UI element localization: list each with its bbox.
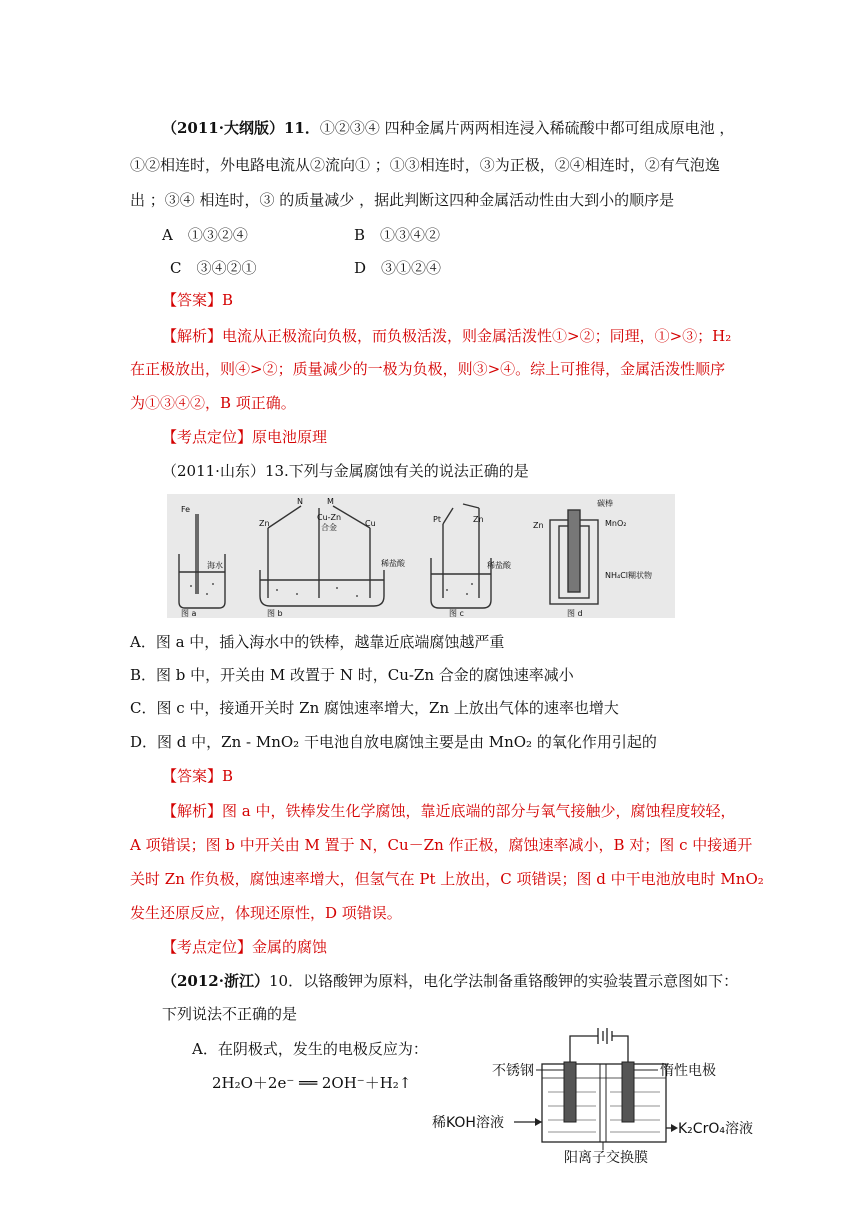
- q1-stem-1: ①②③④ 四种金属片两两相连浸入稀硫酸中都可组成原电池 ，: [319, 119, 735, 137]
- q3-stem-line2: 下列说法不正确的是: [162, 1005, 298, 1023]
- fig-c-caption: 图 c: [449, 609, 464, 618]
- fig-b-zn-label: Zn: [259, 519, 270, 528]
- q3-equation: 2H₂O＋2e⁻ ══ 2OH⁻＋H₂↑: [212, 1074, 412, 1092]
- q1-stem-line1: [162, 118, 734, 138]
- fig-b-cu-label: Cu: [365, 519, 376, 528]
- electrolysis-figure-drawing: [430, 1026, 770, 1164]
- q2-option-c: C．图 c 中，接通开关时 Zn 腐蚀速率增大，Zn 上放出气体的速率也增大: [130, 699, 619, 717]
- fig-b-caption: 图 b: [267, 609, 283, 618]
- fig-d-carbon-label: 碳棒: [597, 499, 613, 508]
- fig-b-hcl-label: 稀盐酸: [381, 559, 405, 568]
- q1-stem-line3: 出 ；③④ 相连时，③ 的质量减少 ，据此判断这四种金属活动性由大到小的顺序是: [130, 191, 675, 209]
- q2-option-b: B．图 b 中，开关由 M 改置于 N 时，Cu-Zn 合金的腐蚀速率减小: [130, 666, 574, 684]
- fig-a-caption: 图 a: [181, 609, 197, 618]
- q2-analysis-line2: A 项错误；图 b 中开关由 M 置于 N，Cu－Zn 作正极，腐蚀速率减小，B 对；图 c 中接通开: [130, 836, 753, 854]
- q1-option-d: D ③①②④: [354, 259, 442, 277]
- fig-d-zn-label: Zn: [533, 521, 544, 530]
- q2-stem: （2011·山东）13.下列与金属腐蚀有关的说法正确的是: [162, 462, 529, 480]
- fig-a-fe-label: Fe: [181, 505, 191, 514]
- q1-option-c: C ③④②①: [170, 259, 257, 277]
- q1-source: （2011·大纲版）11．: [162, 119, 320, 137]
- q1-stem-line2: ①②相连时，外电路电流从②流向① ；①③相连时，③为正极，②④相连时，②有气泡逸: [130, 156, 720, 174]
- electrolysis-figure: [430, 1026, 770, 1164]
- fig-d-mno2-label: MnO₂: [605, 519, 627, 528]
- q1-analysis-line3: 为①③④②，B 项正确。: [130, 394, 296, 412]
- fig-c-hcl-label: 稀盐酸: [487, 561, 511, 570]
- fig-a-seawater-label: 海水: [207, 561, 223, 570]
- q1-option-b: B ①③④②: [354, 226, 441, 244]
- q1-answer: 【答案】B: [162, 291, 234, 309]
- corrosion-figure-drawing: [167, 494, 675, 618]
- fig-d-caption: 图 d: [567, 609, 583, 618]
- fig-b-alloy-label: 合金: [321, 523, 337, 532]
- fig-b-cuzn-label: Cu-Zn: [317, 513, 342, 522]
- q3-source: （2012·浙江）: [162, 972, 269, 990]
- q3-option-a: A．在阴极式，发生的电极反应为：: [192, 1040, 428, 1058]
- q1-analysis-line2: 在正极放出，则④>②；质量减少的一极为负极，则③>④。综上可推得，金属活泼性顺序: [130, 360, 726, 378]
- q2-option-d: D．图 d 中，Zn - MnO₂ 干电池自放电腐蚀主要是由 MnO₂ 的氧化作用引起的: [130, 733, 657, 751]
- q2-analysis-line4: 发生还原反应，体现还原性，D 项错误。: [130, 904, 402, 922]
- koh-solution-label: 稀KOH溶液: [432, 1115, 504, 1131]
- corrosion-figure: [167, 494, 675, 618]
- fig-c-pt-label: Pt: [433, 515, 441, 524]
- fig-b-n-label: N: [297, 497, 303, 506]
- fig-b-m-label: M: [327, 497, 334, 506]
- inert-electrode-label: 惰性电极: [660, 1063, 716, 1079]
- fig-d-nh4cl-label: NH₄Cl糊状物: [605, 571, 653, 580]
- fig-c-zn-label: Zn: [473, 515, 484, 524]
- q2-knowledge-point: 【考点定位】金属的腐蚀: [162, 938, 328, 956]
- q2-option-a: A．图 a 中，插入海水中的铁棒，越靠近底端腐蚀越严重: [130, 633, 505, 651]
- q1-knowledge-point: 【考点定位】原电池原理: [162, 428, 328, 446]
- q3-stem: 10．以铬酸钾为原料，电化学法制备重铬酸钾的实验装置示意图如下：: [268, 972, 739, 990]
- cation-exchange-membrane-label: 阳离子交换膜: [564, 1150, 648, 1164]
- q1-option-a: A ①③②④: [162, 226, 248, 244]
- q2-answer: 【答案】B: [162, 767, 234, 785]
- q3-stem-line1: [162, 971, 738, 991]
- stainless-steel-label: 不锈钢: [492, 1063, 534, 1079]
- q2-analysis-line3: 关时 Zn 作负极，腐蚀速率增大，但氢气在 Pt 上放出，C 项错误；图 d 中干电池放电时 MnO₂: [130, 870, 764, 888]
- q1-analysis-line1: 【解析】电流从正极流向负极，而负极活泼，则金属活泼性①>②；同理，①>③；H₂: [162, 327, 732, 345]
- k2cro4-solution-label: K₂CrO₄溶液: [678, 1121, 753, 1137]
- q2-analysis-line1: 【解析】图 a 中，铁棒发生化学腐蚀，靠近底端的部分与氧气接触少，腐蚀程度较轻，: [162, 802, 736, 820]
